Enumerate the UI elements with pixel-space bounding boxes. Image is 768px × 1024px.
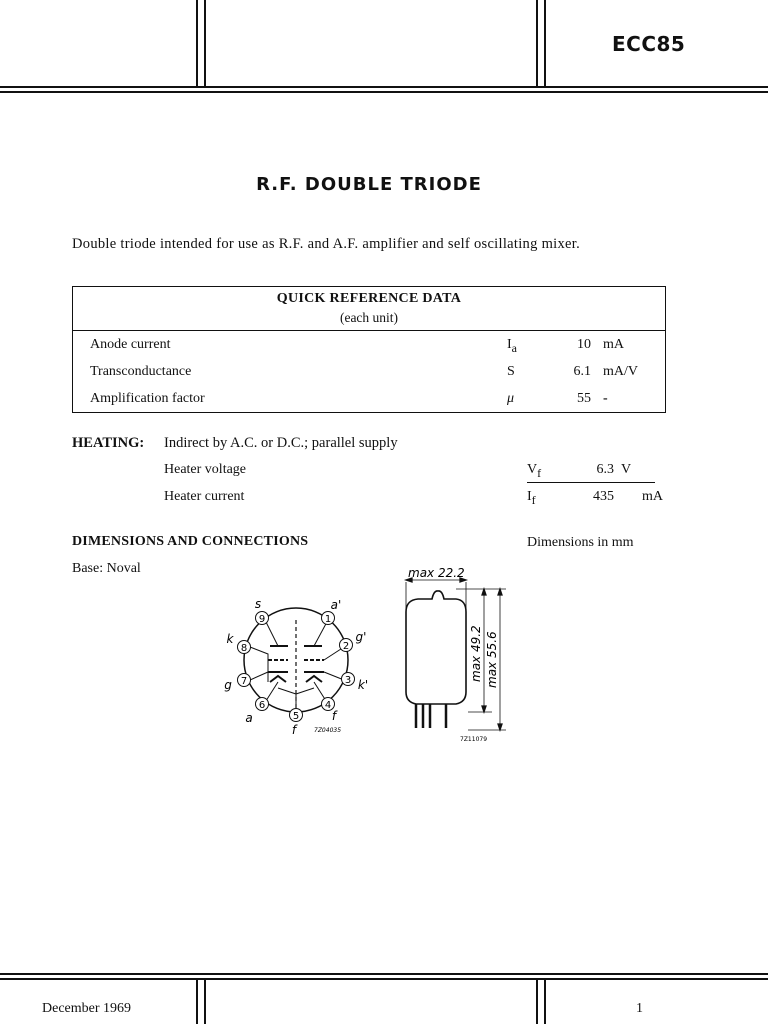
quick-reference-table [72,286,666,413]
diagram-code: 7Z04035 [314,727,342,734]
page-number: 1 [636,1001,643,1016]
row-label: Amplification factor [90,391,205,406]
row-value: 435 [593,489,614,504]
table-row [73,364,665,384]
dimensions-heading: DIMENSIONS AND CONNECTIONS [72,534,309,549]
svg-text:g': g' [355,630,367,644]
row-symbol: μ [507,391,515,406]
svg-text:s: s [254,598,262,611]
height-label-1: max 49.2 [469,625,483,682]
row-label: Transconductance [90,364,192,379]
row-label: Heater voltage [164,462,247,477]
description: Double triode intended for use as R.F. and A.F. amplifier and self oscillating mixer. [72,236,581,252]
svg-text:k': k' [357,678,369,692]
page-title: R.F. DOUBLE TRIODE [256,174,482,195]
heating-description: Indirect by A.C. or D.C.; parallel supply [164,435,398,451]
svg-text:8: 8 [240,643,248,654]
table-row [73,337,665,357]
row-value: 55 [577,391,591,406]
tube-outline-drawing [396,562,516,747]
base-label: Base: Noval [72,561,141,576]
width-label: max 22.2 [408,566,465,580]
svg-text:7: 7 [240,676,248,687]
svg-text:f: f [291,723,297,737]
svg-text:3: 3 [344,675,352,686]
row-unit: V [621,462,632,477]
row-symbol: S [507,364,515,379]
row-value: 10 [577,337,591,352]
row-unit: mA/V [603,364,638,379]
quick-reference-title: QUICK REFERENCE DATA [276,291,462,306]
svg-text:a: a [245,711,253,725]
row-symbol: $I_a$ [507,337,517,355]
outline-code: 7Z11079 [460,736,488,743]
quick-reference-subtitle: (each unit) [339,310,399,325]
svg-text:2: 2 [342,641,350,652]
dimensions-note: Dimensions in mm [527,535,634,550]
svg-text:k: k [226,632,234,646]
height-label-2: max 55.6 [485,631,499,688]
table-row [73,391,665,411]
row-value: 6.1 [573,364,591,379]
row-unit: mA [603,337,624,352]
heating-heading: HEATING: [72,435,145,451]
row-value: 6.3 [596,462,614,477]
svg-text:4: 4 [324,700,332,711]
footer-date: December 1969 [42,1001,132,1016]
svg-text:1: 1 [324,614,332,625]
row-unit: mA [642,489,663,504]
row-symbol: $V_f$ [527,462,542,480]
heating-section [72,435,692,515]
svg-text:a': a' [330,598,342,612]
row-symbol: $I_f$ [527,489,536,507]
svg-text:f: f [331,709,337,723]
quick-reference-header [73,287,665,331]
underline [527,482,655,483]
svg-text:6: 6 [258,700,266,711]
pin-diagram [220,598,380,743]
type-code: ECC85 [612,32,686,56]
row-label: Heater current [164,489,245,504]
svg-text:9: 9 [258,614,266,625]
svg-text:5: 5 [292,711,300,722]
row-unit: - [603,391,608,406]
svg-text:g: g [224,678,232,692]
row-label: Anode current [90,337,171,352]
